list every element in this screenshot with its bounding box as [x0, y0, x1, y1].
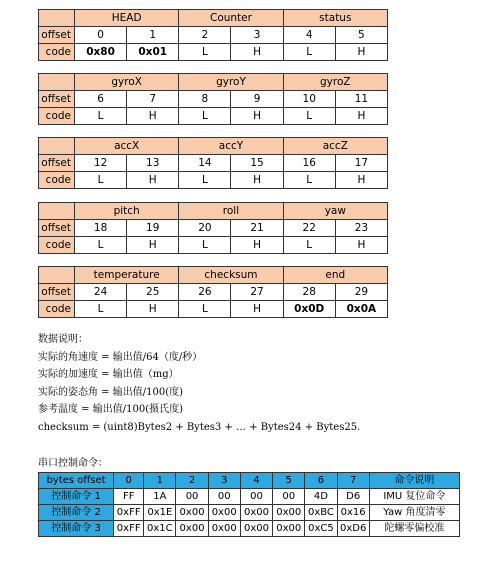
byte-cell: 0x16: [337, 505, 369, 521]
description-line: 参考温度 = 输出值/100(摄氏度): [38, 404, 183, 415]
header-cell: 5: [273, 473, 305, 489]
code-cell: L: [179, 108, 231, 125]
byte-cell: 00: [240, 489, 272, 505]
group-gyrox: gyroX: [75, 74, 179, 91]
byte-cell: 0x1C: [144, 521, 176, 537]
byte-cell: 0xFF: [114, 505, 144, 521]
command-label: 控制命令 1: [39, 489, 114, 505]
offset-cell: 3: [231, 27, 283, 44]
offset-row: [39, 220, 388, 237]
offset-label: offset: [39, 27, 75, 44]
byte-cell: 0x00: [240, 505, 272, 521]
byte-cell: 0xFF: [114, 521, 144, 537]
byte-cell: FF: [114, 489, 144, 505]
offset-label: offset: [39, 155, 75, 172]
byte-cell: 0x00: [273, 521, 305, 537]
offset-cell: 16: [283, 155, 335, 172]
offset-row: [39, 27, 388, 44]
description-title: 数据说明：: [38, 334, 88, 345]
byte-cell: 0x00: [176, 505, 208, 521]
header-corner-cell: [39, 74, 75, 91]
offset-cell: 5: [335, 27, 387, 44]
byte-cell: 0x00: [208, 521, 240, 537]
command-description: Yaw 角度清零: [369, 505, 459, 521]
group-pitch: pitch: [75, 203, 179, 220]
code-cell: L: [179, 237, 231, 254]
offset-cell: 15: [231, 155, 283, 172]
offset-cell: 2: [179, 27, 231, 44]
byte-cell: 0x1E: [144, 505, 176, 521]
header-corner-cell: [39, 203, 75, 220]
offset-cell: 24: [75, 284, 127, 301]
offset-cell: 13: [127, 155, 179, 172]
offset-cell: 22: [283, 220, 335, 237]
code-cell: 0x0A: [335, 301, 387, 318]
serial-command-row: [39, 521, 460, 537]
offset-cell: 14: [179, 155, 231, 172]
byte-cell: 0xC5: [305, 521, 337, 537]
group-temperature: temperature: [75, 267, 179, 284]
offset-cell: 10: [283, 91, 335, 108]
command-description: IMU 复位命令: [369, 489, 459, 505]
byte-cell: 0x00: [208, 505, 240, 521]
code-cell: L: [179, 44, 231, 61]
code-cell: L: [75, 172, 127, 189]
code-label: code: [39, 237, 75, 254]
command-label: 控制命令 2: [39, 505, 114, 521]
packet-table-3: [38, 137, 388, 189]
header-cell: 3: [208, 473, 240, 489]
group-end: end: [283, 267, 387, 284]
offset-cell: 28: [283, 284, 335, 301]
code-cell: L: [179, 301, 231, 318]
header-corner-cell: [39, 10, 75, 27]
packet-table-5: [38, 266, 388, 318]
description-line: 实际的角速度 = 输出值/64（度/秒）: [38, 351, 203, 363]
description-line: 实际的加速度 = 输出值（mg）: [38, 369, 179, 380]
offset-cell: 0: [75, 27, 127, 44]
offset-cell: 11: [335, 91, 387, 108]
offset-row: [39, 155, 388, 172]
header-cell: 7: [337, 473, 369, 489]
code-row: [39, 44, 388, 61]
offset-row: [39, 91, 388, 108]
group-gyroz: gyroZ: [283, 74, 387, 91]
byte-cell: 4D: [305, 489, 337, 505]
serial-command-row: [39, 505, 460, 521]
code-row: [39, 172, 388, 189]
serial-command-table: [38, 472, 460, 537]
byte-cell: 00: [273, 489, 305, 505]
code-cell: H: [127, 108, 179, 125]
code-cell: L: [283, 44, 335, 61]
offset-cell: 1: [127, 27, 179, 44]
code-label: code: [39, 301, 75, 318]
description-line: checksum = (uint8)Bytes2 + Bytes3 + … + Bytes24 + Bytes25.: [38, 421, 361, 433]
code-cell: H: [335, 172, 387, 189]
group-accy: accY: [179, 138, 283, 155]
description-line: 实际的姿态角 = 输出值/100(度): [38, 386, 183, 398]
code-cell: H: [231, 301, 283, 318]
group-header-row: [39, 203, 388, 220]
group-header-row: [39, 138, 388, 155]
header-cell: bytes offset: [39, 473, 114, 489]
offset-cell: 19: [127, 220, 179, 237]
offset-cell: 4: [283, 27, 335, 44]
serial-command-title: 串口控制命令：: [38, 458, 108, 469]
offset-cell: 6: [75, 91, 127, 108]
offset-cell: 23: [335, 220, 387, 237]
byte-cell: 0x00: [240, 521, 272, 537]
offset-cell: 29: [335, 284, 387, 301]
group-gyroy: gyroY: [179, 74, 283, 91]
code-label: code: [39, 108, 75, 125]
code-cell: L: [75, 108, 127, 125]
command-label: 控制命令 3: [39, 521, 114, 537]
offset-label: offset: [39, 220, 75, 237]
code-cell: H: [335, 237, 387, 254]
data-description: [38, 331, 478, 436]
byte-cell: D6: [337, 489, 369, 505]
group-roll: roll: [179, 203, 283, 220]
header-cell: 1: [144, 473, 176, 489]
offset-cell: 8: [179, 91, 231, 108]
group-status: status: [283, 10, 387, 27]
offset-cell: 12: [75, 155, 127, 172]
code-row: [39, 237, 388, 254]
code-cell: H: [231, 172, 283, 189]
code-cell: L: [75, 301, 127, 318]
code-cell: L: [283, 108, 335, 125]
header-corner-cell: [39, 267, 75, 284]
code-row: [39, 108, 388, 125]
offset-cell: 18: [75, 220, 127, 237]
offset-label: offset: [39, 91, 75, 108]
header-cell: 命令说明: [369, 473, 459, 489]
group-accz: accZ: [283, 138, 387, 155]
code-cell: H: [127, 172, 179, 189]
header-cell: 2: [176, 473, 208, 489]
header-cell: 6: [305, 473, 337, 489]
code-cell: L: [179, 172, 231, 189]
offset-cell: 9: [231, 91, 283, 108]
packet-table-2: [38, 73, 388, 125]
code-cell: 0x80: [75, 44, 127, 61]
header-corner-cell: [39, 138, 75, 155]
packet-table-1: [38, 9, 388, 61]
code-cell: H: [231, 44, 283, 61]
code-label: code: [39, 172, 75, 189]
code-cell: H: [335, 108, 387, 125]
offset-cell: 7: [127, 91, 179, 108]
header-cell: 0: [114, 473, 144, 489]
code-cell: L: [283, 172, 335, 189]
offset-cell: 17: [335, 155, 387, 172]
code-cell: 0x0D: [283, 301, 335, 318]
code-cell: H: [231, 237, 283, 254]
offset-cell: 20: [179, 220, 231, 237]
code-cell: H: [231, 108, 283, 125]
offset-label: offset: [39, 284, 75, 301]
offset-row: [39, 284, 388, 301]
serial-command-row: [39, 489, 460, 505]
offset-cell: 26: [179, 284, 231, 301]
group-header-row: [39, 74, 388, 91]
byte-cell: 1A: [144, 489, 176, 505]
code-cell: H: [127, 301, 179, 318]
serial-header-row: [39, 473, 460, 489]
code-cell: H: [127, 237, 179, 254]
code-row: [39, 301, 388, 318]
packet-table-4: [38, 202, 388, 254]
code-cell: H: [335, 44, 387, 61]
group-accx: accX: [75, 138, 179, 155]
byte-cell: 0xD6: [337, 521, 369, 537]
code-label: code: [39, 44, 75, 61]
byte-cell: 0x00: [176, 521, 208, 537]
offset-cell: 25: [127, 284, 179, 301]
byte-cell: 00: [176, 489, 208, 505]
byte-cell: 0xBC: [305, 505, 337, 521]
code-cell: L: [283, 237, 335, 254]
group-yaw: yaw: [283, 203, 387, 220]
offset-cell: 27: [231, 284, 283, 301]
byte-cell: 0x00: [273, 505, 305, 521]
code-cell: 0x01: [127, 44, 179, 61]
group-checksum: checksum: [179, 267, 283, 284]
command-description: 陀螺零偏校准: [369, 521, 459, 537]
byte-cell: 00: [208, 489, 240, 505]
code-cell: L: [75, 237, 127, 254]
offset-cell: 21: [231, 220, 283, 237]
group-counter: Counter: [179, 10, 283, 27]
group-head: HEAD: [75, 10, 179, 27]
group-header-row: [39, 10, 388, 27]
header-cell: 4: [240, 473, 272, 489]
group-header-row: [39, 267, 388, 284]
